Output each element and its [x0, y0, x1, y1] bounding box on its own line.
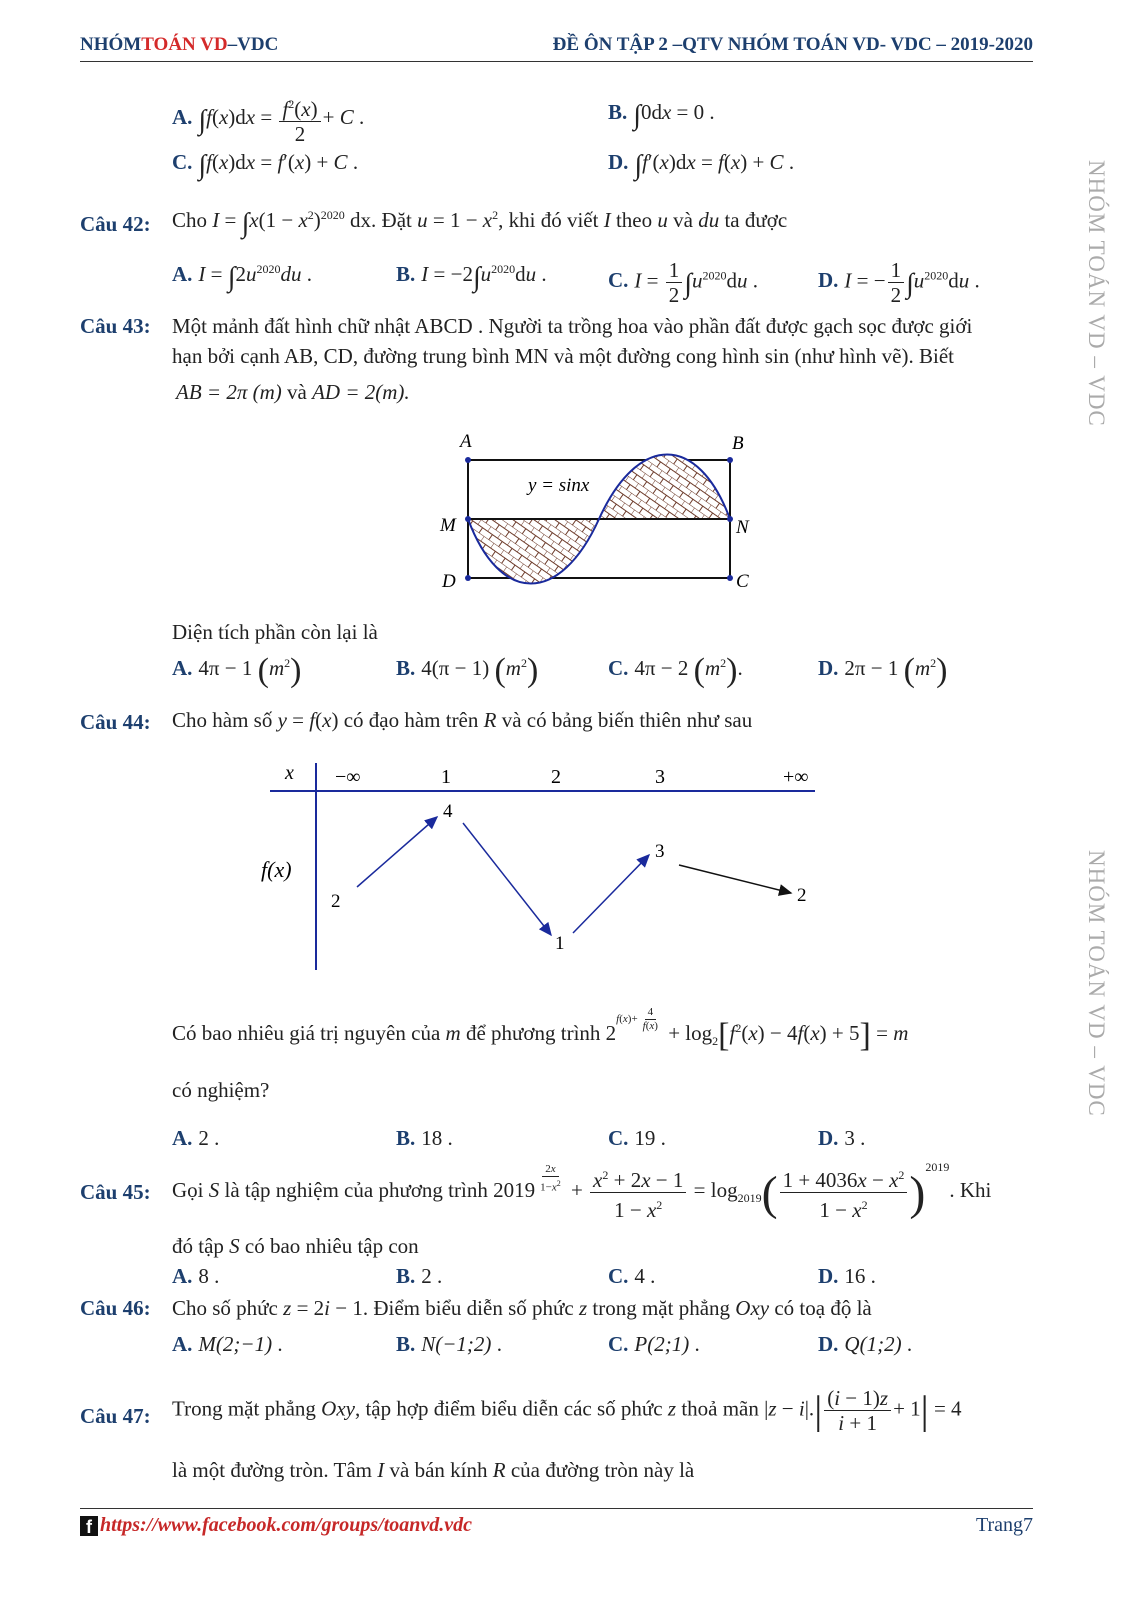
shaded-region-lower [468, 519, 599, 584]
side-watermark-top: NHÓM TOÁN VD – VDC [1084, 160, 1109, 427]
q41-option-d: D. ∫f′(x)dx = f(x) + C . [608, 150, 795, 181]
q42-option-c: C. I = $\frac{1}{2}$ $\int u^{2020}du$ . [608, 258, 758, 307]
q46-option-d: D. Q(1;2) . [818, 1332, 913, 1356]
header-divider [80, 61, 1033, 62]
x-val-4: 3 [655, 766, 665, 788]
q43-line1: Một mảnh đất hình chữ nhật ABCD . Người ta trồng hoa vào phần đất được gạch sọc được giới [172, 314, 973, 338]
f-val-5: 2 [797, 885, 807, 906]
facebook-icon: f [80, 1516, 98, 1536]
arrow-up-2 [573, 855, 649, 933]
q42-option-b: B. $I = -2\int u^{2020}du$ . [396, 262, 547, 293]
q42-label: Câu 42: [80, 212, 151, 236]
q46-text: Cho số phức z = 2i − 1. Điểm biểu diễn số phức z trong mặt phẳng Oxy có toạ độ là [172, 1296, 872, 1320]
arrow-up-1 [357, 817, 437, 887]
q43-option-d: D. 2π − 1 $(m^2)$ [818, 652, 948, 689]
x-val-1: −∞ [335, 766, 361, 788]
q45-label: Câu 45: [80, 1180, 151, 1204]
q44-question: Có bao nhiêu giá trị nguyên của m để phương trình $2^{f(x)+ \frac{4}{f(x)}}$ + $\log_2[f^2(x) - 4f(x) + 5] = m$ [172, 1006, 909, 1055]
q42-option-a: A. $I = \int 2u^{2020}du$ . [172, 262, 312, 293]
table-fx-header: f(x) [261, 857, 292, 882]
q43-option-c: C. 4π − 2 $(m^2)$. [608, 652, 743, 689]
x-val-3: 2 [551, 766, 561, 788]
q45-text: Gọi S là tập nghiệm của phương trình 2019 $^{\frac{2x}{1-x^2}}$ + $\frac{x^2 + 2x - 1}{1 - x^2}$ = $\log_{2019}$( $\frac{1 + 4036x - x^2}{1 - x^2}$ )$^{2019}$. Khi [172, 1160, 992, 1222]
x-val-5: +∞ [783, 766, 809, 788]
q46-option-a: A. M(2;−1) . [172, 1332, 283, 1356]
label-c: C [736, 571, 749, 592]
arrow-down-2 [679, 865, 791, 893]
q42-text: Cho $I = \int x(1 - x^2)^{2020}$ dx. Đặt $u = 1 - x^2$, khi đó viết I theo u và du ta được [172, 208, 788, 239]
header-exam-title: ĐỀ ÔN TẬP 2 –QTV NHÓM TOÁN VD- VDC – 2019-2020 [552, 34, 1033, 55]
x-val-2: 1 [441, 766, 451, 788]
page-header [80, 30, 1033, 60]
arrow-down-1 [463, 823, 551, 935]
label-b: B [732, 433, 744, 454]
variation-table [255, 755, 825, 975]
q44-option-c: C. 19 . [608, 1126, 666, 1150]
q43-option-a: A. 4π − 1 $(m^2)$ [172, 652, 302, 689]
q46-option-b: B. N(−1;2) . [396, 1332, 502, 1356]
q43-option-b: B. 4(π − 1) $(m^2)$ [396, 652, 539, 689]
q44-text: Cho hàm số y = f(x) có đạo hàm trên R và có bảng biến thiên như sau [172, 708, 753, 732]
q44-option-a: A. 2 . [172, 1126, 220, 1150]
q43-figure [430, 425, 760, 595]
header-group-name: NHÓMTOÁN VD–VDC [80, 34, 279, 55]
q45-option-b: B. 2 . [396, 1264, 443, 1288]
f-val-3: 1 [555, 933, 565, 954]
q45-option-d: D. 16 . [818, 1264, 876, 1288]
q41-option-a: A. ∫f(x)dx = $\frac{f^2(x)}{2}$ + C . [172, 92, 364, 146]
q46-label: Câu 46: [80, 1296, 151, 1320]
page-number: Trang7 [975, 1514, 1033, 1536]
q44-label: Câu 44: [80, 710, 151, 734]
q44-question-end: có nghiệm? [172, 1078, 270, 1102]
footer-link[interactable]: f https://www.facebook.com/groups/toanvd.vdc [80, 1514, 472, 1537]
label-n: N [736, 517, 749, 538]
q47-text: Trong mặt phẳng Oxy, tập hợp điểm biểu diễn các số phức z thoả mãn |z − i|.| $\frac{(i - 1)z}{i + 1}$ + 1| = 4 [172, 1386, 962, 1435]
q45-option-c: C. 4 . [608, 1264, 656, 1288]
q44-option-d: D. 3 . [818, 1126, 866, 1150]
q43-question: Diện tích phần còn lại là [172, 620, 378, 644]
label-d: D [442, 571, 456, 592]
side-watermark-bottom: NHÓM TOÁN VD – VDC [1084, 850, 1109, 1117]
q45-text-2: đó tập S có bao nhiêu tập con [172, 1234, 419, 1258]
f-val-2: 4 [443, 801, 453, 822]
q47-text-2: là một đường tròn. Tâm I và bán kính R của đường tròn này là [172, 1458, 695, 1482]
q43-line2: hạn bởi cạnh AB, CD, đường trung bình MN và một đường cong hình sin (như hình vẽ). Biết [172, 344, 954, 368]
q43-label: Câu 43: [80, 314, 151, 338]
q45-option-a: A. 8 . [172, 1264, 220, 1288]
q42-option-d: D. I = − $\frac{1}{2}$ $\int u^{2020}du$ . [818, 258, 980, 307]
f-val-4: 3 [655, 841, 665, 862]
q44-option-b: B. 18 . [396, 1126, 453, 1150]
q41-option-c: C. ∫f(x)dx = f′(x) + C . [172, 150, 359, 181]
table-x-header: x [285, 762, 294, 784]
shaded-region-upper [599, 455, 730, 520]
label-m: M [440, 515, 456, 536]
q47-label: Câu 47: [80, 1404, 151, 1428]
f-val-1: 2 [331, 891, 341, 912]
footer-divider [80, 1508, 1033, 1509]
q46-option-c: C. P(2;1) . [608, 1332, 700, 1356]
q43-line3: AB = 2π (m) và AD = 2(m). [176, 380, 410, 404]
q41-option-b: B. ∫0dx = 0 . [608, 100, 715, 131]
curve-label: y = sinx [528, 475, 590, 496]
label-a: A [460, 431, 472, 452]
